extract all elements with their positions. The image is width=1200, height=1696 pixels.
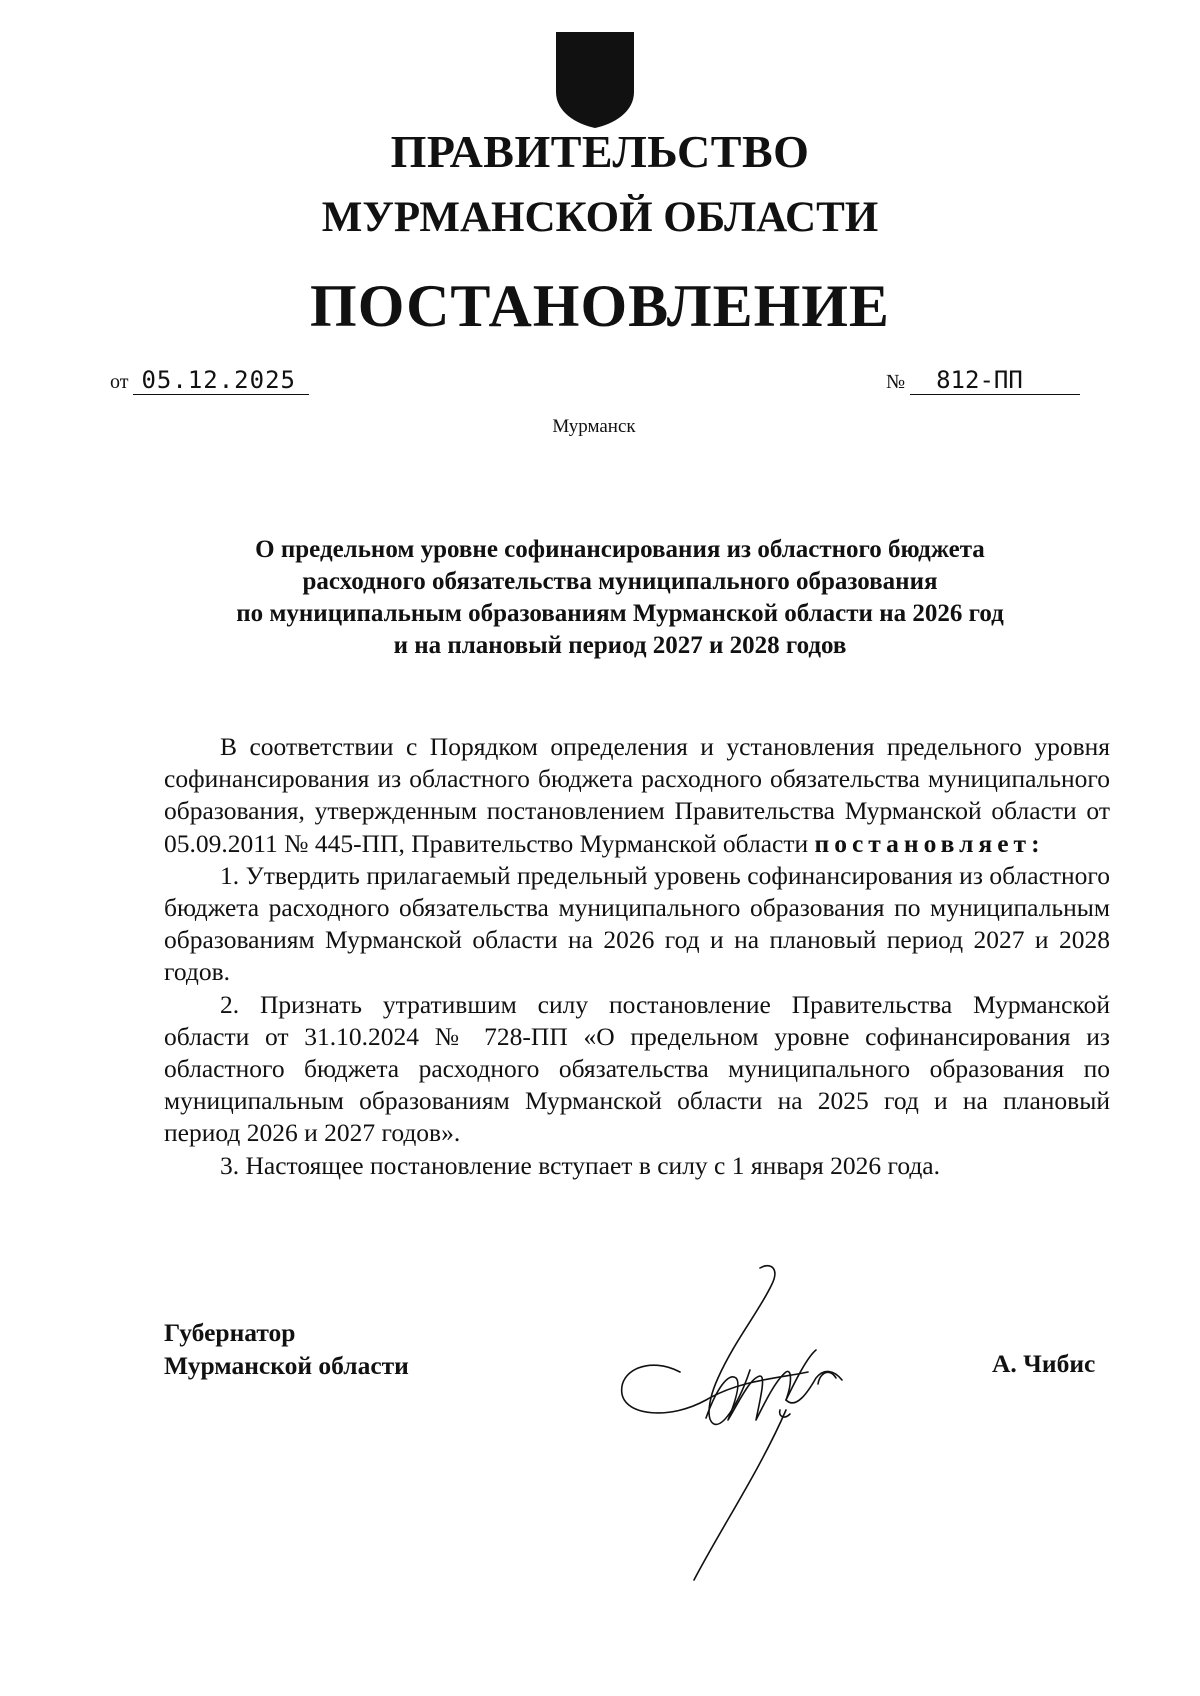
title-line: по муниципальным образованиям Мурманской области на 2026 год (236, 600, 1004, 627)
preamble-emphasis: постановляет: (814, 828, 1045, 858)
date-value: 05.12.2025 (133, 366, 309, 395)
title-line: расходного обязательства муниципального образования (302, 568, 938, 595)
number-value: 812-ПП (910, 366, 1080, 395)
government-heading: ПРАВИТЕЛЬСТВО (390, 126, 810, 177)
number-prefix: № (886, 371, 906, 393)
date-field (110, 366, 309, 395)
item-paragraph: 3. Настоящее постановление вступает в силу с 1 января 2026 года. (220, 1150, 941, 1180)
city-name: Мурманск (552, 416, 636, 437)
date-prefix: от (110, 371, 129, 393)
title-line: О предельном уровне софинансирования из областного бюджета (255, 536, 985, 563)
preamble-paragraph (164, 731, 1110, 860)
document-title (160, 534, 1080, 662)
title-line: и на плановый период 2027 и 2028 годов (393, 632, 847, 659)
post-line: Мурманской области (164, 1351, 409, 1380)
coat-of-arms-icon (554, 30, 636, 130)
handwritten-signature (610, 1260, 900, 1590)
number-field (886, 366, 1080, 395)
post-line: Губернатор (164, 1318, 296, 1347)
region-heading: МУРМАНСКОЙ ОБЛАСТИ (321, 194, 879, 241)
document-type-heading: ПОСТАНОВЛЕНИЕ (310, 273, 890, 339)
signatory-post (164, 1316, 409, 1382)
item-paragraph: 1. Утвердить прилагаемый предельный уровень софинансирования из областного бюджета расходного обязательства муниципального образования по муниципальным образованиям Мурманской области на 2026 год и на плановый период 2027 и 2028 годов. (164, 860, 1110, 987)
city-line (0, 416, 1200, 438)
signer-name: А. Чибис (992, 1349, 1096, 1378)
item-paragraph: 2. Признать утратившим силу постановление Правительства Мурманской области от 31.10.2024 № 728-ПП «О предельном уровне софинансирования из областного бюджета расходного обязательства муниципального образования по муниципальным образованиям Мурманской области на 2025 год и на плановый период 2026 и 2027 годов». (164, 989, 1110, 1148)
document-body (164, 731, 1110, 1182)
preamble-text: В соответствии с Порядком определения и установления предельного уровня софинансирования из областного бюджета расходного обязательства муниципального образования, утвержденным постановлением Правительства Мурманской области от 05.09.2011 № 445-ПП, Правительство Мурманской области (164, 732, 1110, 858)
